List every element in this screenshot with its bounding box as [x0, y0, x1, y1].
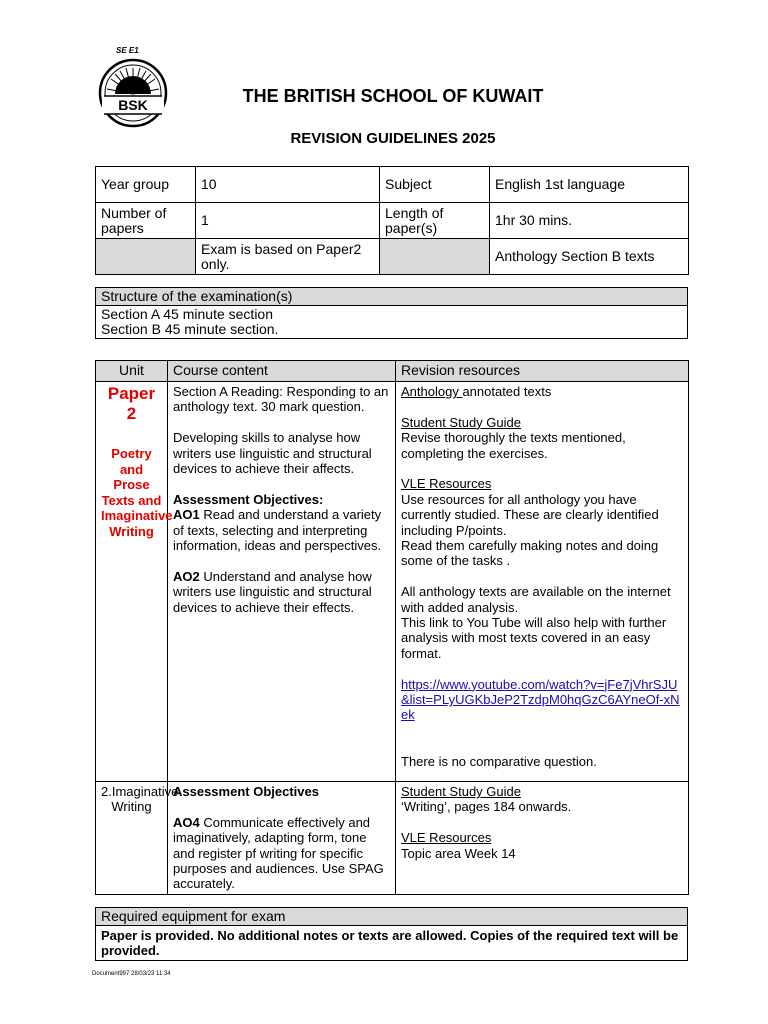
topic-area: Topic area Week 14	[401, 845, 516, 861]
anthology-note: Anthology Section B texts	[490, 239, 689, 275]
length-label: Length of paper(s)	[380, 203, 490, 239]
structure-title: Structure of the examination(s)	[96, 288, 688, 306]
assessment-objectives-heading-2: Assessment Objectives	[173, 784, 319, 799]
anthology-resource	[401, 384, 683, 399]
year-group-value: 10	[196, 167, 380, 203]
ao2-label: AO2	[173, 568, 200, 584]
papers-value: 1	[196, 203, 380, 239]
ao1-label: AO1	[173, 507, 200, 523]
structure-line-2: Section B 45 minute section.	[101, 321, 279, 337]
course-content-paper2	[168, 382, 396, 782]
equipment-text: Paper is provided. No additional notes or texts are allowed. Copies of the required text will be provided.	[96, 926, 688, 961]
comparative-note: There is no comparative question.	[401, 753, 597, 769]
equipment-title: Required equipment for exam	[96, 908, 688, 926]
year-group-label: Year group	[96, 167, 196, 203]
unit-header: Unit	[96, 361, 168, 382]
ao2-desc: Understand and analyse how writers use linguistic and structural devices to achieve their effects.	[173, 568, 372, 615]
units-table	[95, 360, 689, 895]
vle-text-1: Use resources for all anthology you have currently studied. These are clearly identified including P/points.	[401, 491, 659, 538]
vle-heading-2: VLE Resources	[401, 830, 492, 846]
ao1-desc: Read and understand a variety of texts, selecting and interpreting information, ideas and perspectives.	[173, 507, 382, 554]
study-guide-heading-2: Student Study Guide	[401, 784, 521, 799]
content-section-a: Section A Reading: Responding to an anthology text. 30 mark question.	[173, 384, 389, 415]
ao1-text	[173, 507, 390, 553]
vle-text-2: Read them carefully making notes and doing some of the tasks .	[401, 538, 659, 569]
anthology-desc: annotated texts	[462, 384, 552, 399]
empty-cell	[96, 239, 196, 275]
youtube-link[interactable]: https://www.youtube.com/watch?v=jFe7jVhrSJU&list=PLyUGKbJeP2TzdpM0hqGzC6AYneOf-xNek	[401, 676, 680, 723]
subject-value: English 1st language	[490, 167, 689, 203]
ao4-text	[173, 815, 390, 892]
revision-resources-writing	[396, 782, 689, 895]
document-code: SE E1	[116, 46, 139, 55]
content-skills: Developing skills to analyse how writers use linguistic and structural devices to achieve their affects.	[173, 430, 372, 477]
anthology-label: Anthology	[401, 384, 463, 399]
internet-text: All anthology texts are available on the internet with added analysis.	[401, 584, 671, 615]
study-guide-text: Revise thoroughly the texts mentioned, completing the exercises.	[401, 430, 626, 461]
subject-label: Subject	[380, 167, 490, 203]
ao4-desc: Communicate effectively and imaginatively, adapting form, tone and register pf writing for specific purposes and audiences. Use SPAG accurately.	[173, 814, 384, 892]
youtube-text: This link to You Tube will also help with further analysis with most texts covered in an easy format.	[401, 615, 667, 661]
length-value: 1hr 30 mins.	[490, 203, 689, 239]
page-subtitle: REVISION GUIDELINES 2025	[290, 130, 496, 147]
info-table	[95, 166, 689, 275]
structure-table	[95, 287, 688, 339]
school-title: THE BRITISH SCHOOL OF KUWAIT	[242, 86, 544, 106]
resources-header: Revision resources	[396, 361, 689, 382]
ao4-label: AO4	[173, 814, 200, 830]
structure-sections	[96, 306, 688, 339]
unit-cell-writing: 2.Imaginative Writing	[96, 782, 168, 895]
vle-heading: VLE Resources	[401, 476, 492, 492]
ao2-text	[173, 569, 390, 615]
paper-title: Paper 2	[107, 384, 156, 423]
exam-note: Exam is based on Paper2 only.	[196, 239, 380, 275]
paper-subtitle: Poetry and Prose Texts and Imaginative Writing	[101, 446, 173, 539]
structure-line-1: Section A 45 minute section	[101, 306, 273, 322]
study-guide-heading: Student Study Guide	[401, 414, 521, 430]
document-footer: Document997 28/03/23 11:34	[92, 971, 171, 977]
unit-cell-paper2	[96, 382, 173, 782]
course-content-writing	[168, 782, 396, 895]
content-header: Course content	[168, 361, 396, 382]
empty-cell	[380, 239, 490, 275]
logo-text: BSK	[118, 97, 148, 113]
writing-pages: ‘Writing’, pages 184 onwards.	[401, 799, 572, 815]
revision-resources-paper2	[396, 382, 689, 782]
assessment-objectives-heading: Assessment Objectives:	[173, 491, 324, 507]
papers-label: Number of papers	[96, 203, 196, 239]
equipment-table	[95, 907, 688, 961]
